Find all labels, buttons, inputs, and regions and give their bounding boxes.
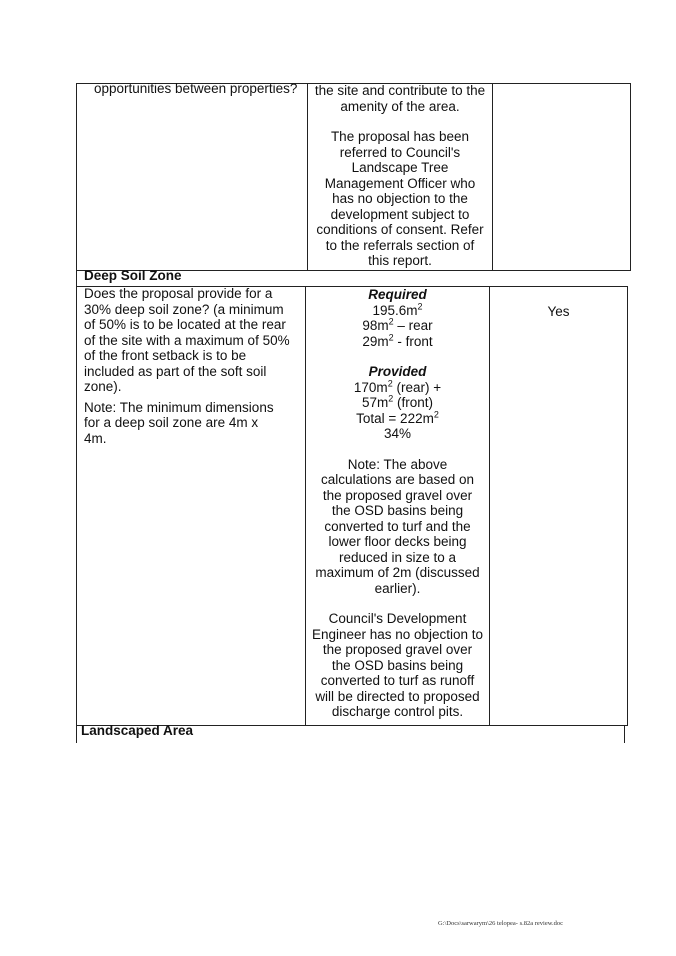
landscaped-area-heading: Landscaped Area (81, 723, 194, 738)
calculation-note: Note: The above calculations are based on the proposed gravel over the OSD basins being converted to turf and the lower floor decks being reduced in size to a maximum of 2m (discussed earlier). (315, 456, 480, 596)
table-divider-2 (492, 83, 493, 271)
deep-soil-complies: Yes (547, 304, 570, 319)
deep-soil-note: Note: The minimum dimensions for a deep soil zone are 4m x 4m. (84, 399, 274, 446)
deep-soil-border-right (627, 286, 628, 726)
landscaped-border-right (624, 725, 625, 743)
engineer-note: Council's Development Engineer has no objection to the proposed gravel over the OSD basins being converted to turf as runoff will be directed to proposed discharge control pits. (311, 611, 484, 719)
row1-col2-text (308, 83, 492, 269)
row1-col2-para-1: the site and contribute to the amenity of the area. (314, 83, 486, 114)
deep-soil-heading: Deep Soil Zone (84, 268, 182, 283)
table-border-left (76, 83, 77, 743)
row1-col2-para-2: The proposal has been referred to Council's Landscape Tree Management Officer who has no objection to the development subject to conditions of consent. Refer to the referrals section of this report. (316, 129, 484, 268)
provided-label: Provided (368, 364, 427, 379)
deep-soil-question: Does the proposal provide for a 30% deep soil zone? (a minimum of 50% is to be located at the rear of the site with a maximum of 50% of the front setback is to be included as part of the soft soil zone). Note: The minimum dimensions for a deep soil zone are 4m x 4m. (84, 286, 304, 446)
row1-col1-text: opportunities between properties? (94, 81, 298, 96)
deep-soil-divider-2 (489, 286, 490, 726)
footer-file-path: G:\Docs\sarwarym\26 telopea- s.82a review.doc (438, 920, 564, 927)
required-label: Required (368, 287, 427, 302)
provided-block: Provided $170m^2$ (rear) + $57m^2$ (front) Total = $222m^2$ 34% (353, 364, 442, 441)
deep-soil-assessment (306, 287, 489, 720)
required-block: Required $195.6m^2$ $98m^2$ – rear $29m^2$ - front (362, 287, 433, 349)
table-border-right (630, 83, 631, 271)
